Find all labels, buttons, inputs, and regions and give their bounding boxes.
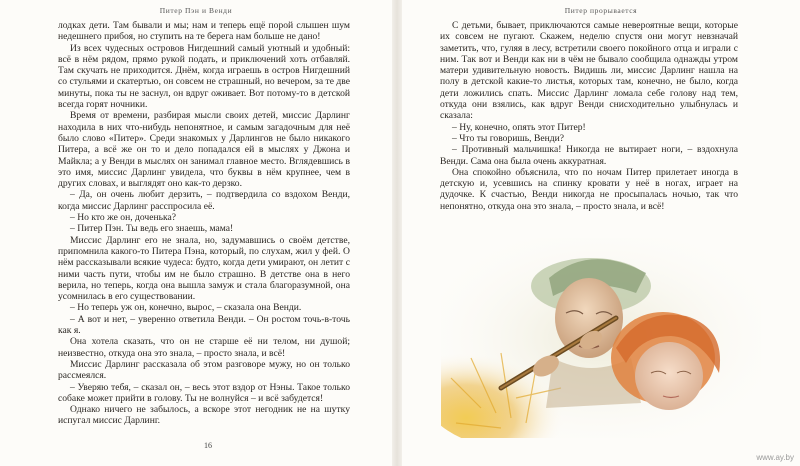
paragraph: Она спокойно объяснила, что по ночам Питер прилетает иногда в детскую и, усевшись на спинку кровати у неё в ногах, играет на дудочке. К счастью, Венди никогда не просыпалась ночью, так что непонятно, откуда она это знала, – просто знала, и всё! — [440, 166, 738, 212]
paragraph: – Что ты говоришь, Венди? — [452, 132, 565, 144]
paragraph: – Но кто же он, доченька? — [70, 212, 177, 224]
left-page — [0, 0, 392, 466]
paragraph: Однако ничего не забылось, а вскоре этот негодник не на шутку испугал миссис Дарлинг. — [58, 404, 350, 427]
paragraph: Миссис Дарлинг его не знала, но, задумавшись о своём детстве, припомнила какого-то Питера Пэна, который, по слухам, жил у фей. О нём рассказывали всякие чудеса: будто, когда дети умирают, он летит с ними часть пути, чтобы им не было страшно. В детстве она в него верила, но теперь, когда она вышла замуж и стала благоразумной, она усомнилась в его существовании. — [58, 234, 350, 303]
right-page — [402, 0, 800, 466]
paragraph: – Но теперь уж он, конечно, вырос, – сказала она Венди. — [70, 302, 302, 314]
paragraph: – Противный мальчишка! Никогда не вытирает ноги, – вздохнула Венди. Сама она была очень аккуратная. — [440, 144, 738, 167]
paragraph: Время от времени, разбирая мысли своих детей, миссис Дарлинг находила в них что-нибудь непонятное, и самым загадочным для неё было слово «Питер». Среди знакомых у Дарлингов не было никакого Питера, а всё же он то и дело попадался ей в мыслях у Джона и Майкла; а у Венди в мыслях он занимал главное место. Вглядевшись в это имя, миссис Дарлинг увидела, что буквы в нём крупнее, чем в других словах, и выглядят оно как-то дерзко. — [58, 110, 350, 190]
paragraph: лодках дети. Там бывали и мы; нам и теперь ещё порой слышен шум недешнего прибоя, но ступить на те берега нам больше не дано! — [58, 20, 350, 43]
paragraph: Она хотела сказать, что он не старше её ни телом, ни душой; неизвестно, откуда она это знала, – просто знала, и всё! — [58, 336, 350, 359]
paragraph: Миссис Дарлинг рассказала об этом разговоре мужу, но он только рассмеялся. — [58, 358, 350, 382]
paragraph: – Да, он очень любит дерзить, – подтвердила со вздохом Венди, когда миссис Дарлинг расспросила её. — [58, 189, 350, 212]
page-number: 16 — [204, 441, 212, 450]
paragraph: – Ну, конечно, опять этот Питер! — [452, 121, 586, 133]
paragraph: С детьми, бывает, приключаются самые невероятные вещи, которые их совсем не пугают. Скажем, неделю спустя они могут невзначай заметить, что, гуляя в лесу, встретили своего покойного отца и играли с ним. Так вот и Венди как ни в чём не бывало сообщила однажды утром матери удивительную новость. Видишь ли, миссис Дарлинг нашла на полу в детской какие-то листья, которых там, конечно, не было, когда дети ложились спать. Миссис Дарлинг ломала себе голову над тем, откуда они взялись, как вдруг Венди снисходительно улыбнулась и сказала: — [440, 20, 738, 122]
peter-pan-illustration — [441, 238, 761, 438]
paragraph: – Питер Пэн. Ты ведь его знаешь, мама! — [70, 223, 234, 235]
book-gutter — [392, 0, 402, 466]
paragraph: Из всех чудесных островов Нигдешний самый уютный и удобный: всё в нём рядом, прямо рукой подать, и приключений хоть отбавляй. Там скучать не приходится. Днём, когда играешь в остров Нигдешний со стульями и скатертью, он совсем не страшный, но вечером, за те две минуты, пока ты не заснул, он вдруг оживает. Вот потому-то в детской всегда горят ночники. — [58, 42, 350, 111]
paragraph: – Уверяю тебя, – сказал он, – весь этот вздор от Нэны. Такое только собаке может прийти в голову. Ты не волнуйся – и всё забудется! — [58, 381, 350, 404]
right-page-text — [440, 20, 738, 212]
left-page-text — [58, 20, 350, 427]
watermark: www.ay.by — [756, 453, 794, 462]
paragraph: – А вот и нет, – уверенно ответила Венди. – Он ростом точь-в-точь как я. — [58, 313, 350, 337]
left-running-head: Питер Пэн и Венди — [159, 6, 233, 15]
right-running-head: Питер прорывается — [564, 6, 638, 15]
